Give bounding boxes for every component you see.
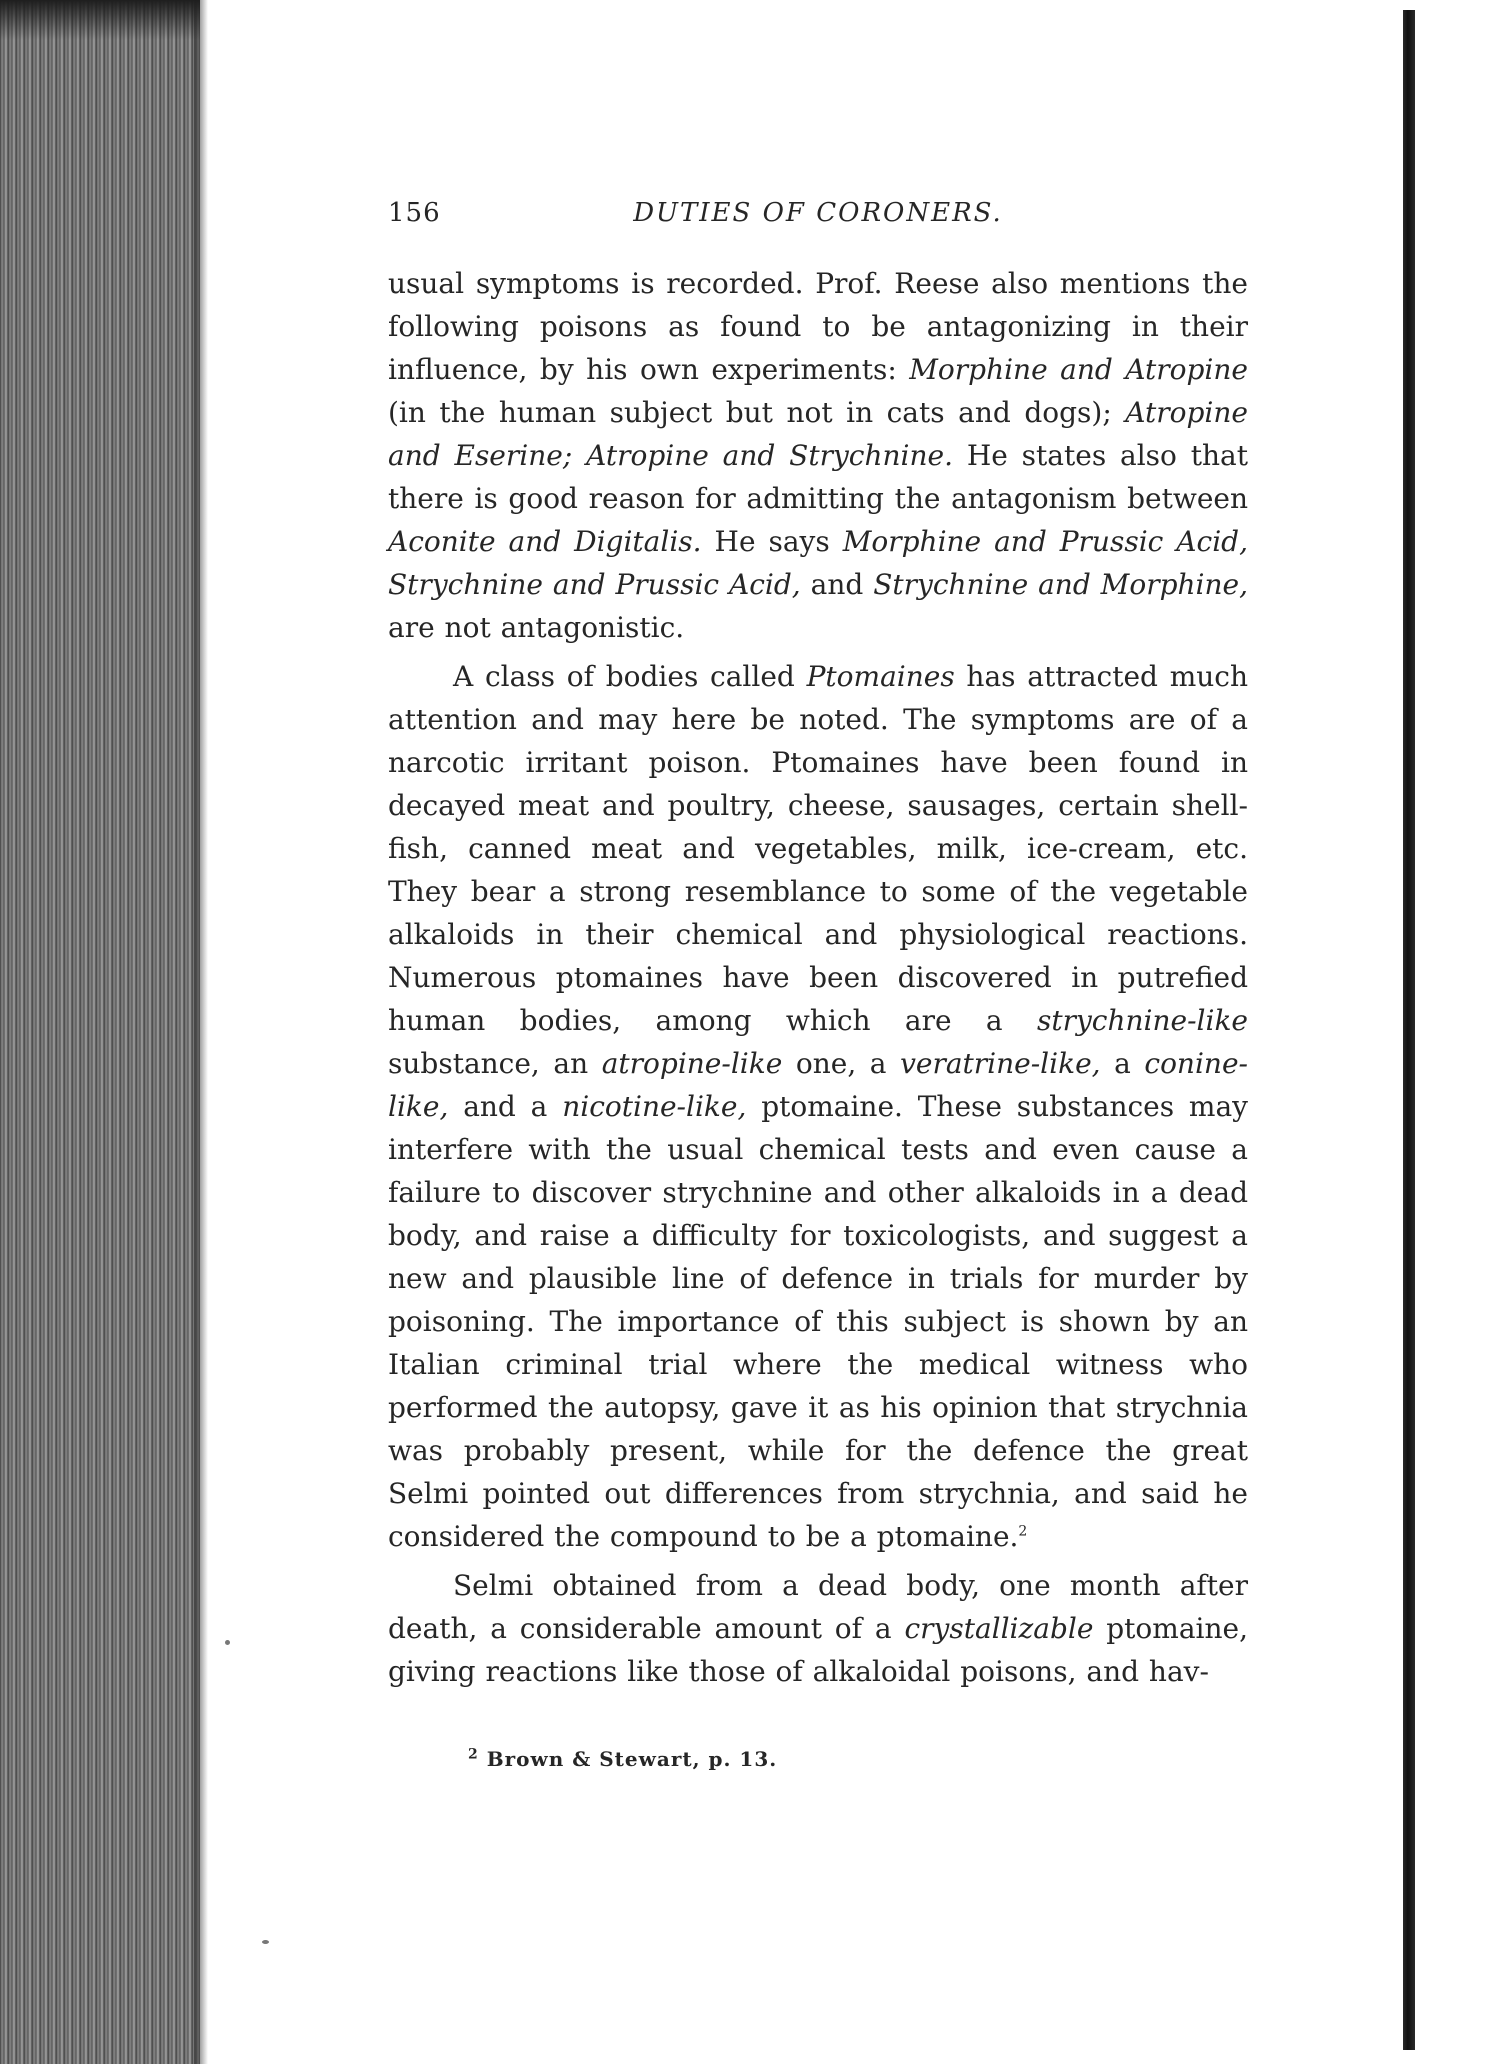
text-run: usual symptoms is recorded. Prof. Reese also mentions the following poisons as found to be antagonizing in their influence, by his own experiments: [388, 267, 1248, 386]
text-run: He says [701, 525, 843, 558]
text-run: and [800, 568, 874, 601]
text-run: A class of bodies called [453, 660, 807, 693]
footnote-reference: 2 [1018, 1523, 1028, 1540]
paragraph-3 [388, 1564, 1248, 1693]
italic-run: crystallizable [904, 1612, 1094, 1645]
footnote-marker: 2 [468, 1746, 479, 1763]
italic-run: atropine-like [601, 1047, 783, 1080]
text-run: ptomaine. These substances may interfere with the usual chemical tests and even cause a failure to discover strychnine and other alkaloids in a dead body, and raise a difficulty for toxicologists, and suggest a new and plausible line of defence in trials for murder by poisoning. The importance of this subject is shown by an Italian criminal trial where the medical witness who performed the autopsy, gave it as his opinion that strychnia was probably present, while for the defence the great Selmi pointed out differences from strychnia, and said he considered the compound to be a ptomaine. [388, 1090, 1248, 1553]
italic-run: veratrine-like, [900, 1047, 1101, 1080]
text-run: substance, an [388, 1047, 602, 1080]
running-head [388, 198, 1248, 242]
italic-run: Morphine and Atropine [909, 353, 1248, 386]
page-number: 156 [388, 198, 441, 228]
paragraph-1 [388, 262, 1248, 649]
italic-run: nicotine-like, [562, 1090, 747, 1123]
italic-run: Ptomaines [806, 660, 955, 693]
italic-run: strychnine-like [1036, 1004, 1248, 1037]
text-run: are not antagonistic. [388, 611, 685, 644]
footnote-text: Brown & Stewart, p. 13. [478, 1747, 778, 1771]
italic-run: Morphine and Prussic Acid, Strychnine and Prussic Acid, [388, 525, 1248, 601]
text-run: Selmi obtained from a dead body, one month after death, a considerable amount of a [388, 1569, 1248, 1645]
italic-run: Strychnine and Morphine, [873, 568, 1248, 601]
edge-shadow [0, 0, 200, 40]
text-block [388, 198, 1248, 1771]
text-run: (in the human subject but not in cats and dogs); [388, 396, 1126, 429]
text-run: He states also that there is good reason for admitting the antagonism between [388, 439, 1248, 515]
text-run: one, a [782, 1047, 901, 1080]
italic-run: conine-like, [388, 1047, 1248, 1123]
book-page-edges [0, 0, 200, 2064]
paper-speck [225, 1640, 230, 1645]
paper-speck [262, 1940, 269, 1944]
italic-run: Atropine and Eserine; Atropine and Strychnine. [388, 396, 1248, 472]
italic-run: Aconite and Digitalis. [388, 525, 702, 558]
footnote [468, 1747, 1248, 1771]
paragraph-2 [388, 655, 1248, 1558]
next-page-gutter [1403, 10, 1415, 2050]
running-title: DUTIES OF CORONERS. [633, 198, 1003, 228]
text-run: ptomaine, giving reactions like those of alkaloidal poisons, and hav- [388, 1612, 1248, 1688]
text-run: a [1100, 1047, 1145, 1080]
text-run: and a [448, 1090, 563, 1123]
text-run: has attracted much attention and may here be noted. The symptoms are of a narcotic irritant poison. Ptomaines have been found in decayed meat and poultry, cheese, sausages, certain shell-fish, canned meat and vegetables, milk, ice-cream, etc. They bear a strong resemblance to some of the vegetable alkaloids in their chemical and physiological reactions. Numerous ptomaines have been discovered in putrefied human bodies, among which are a [388, 660, 1248, 1037]
